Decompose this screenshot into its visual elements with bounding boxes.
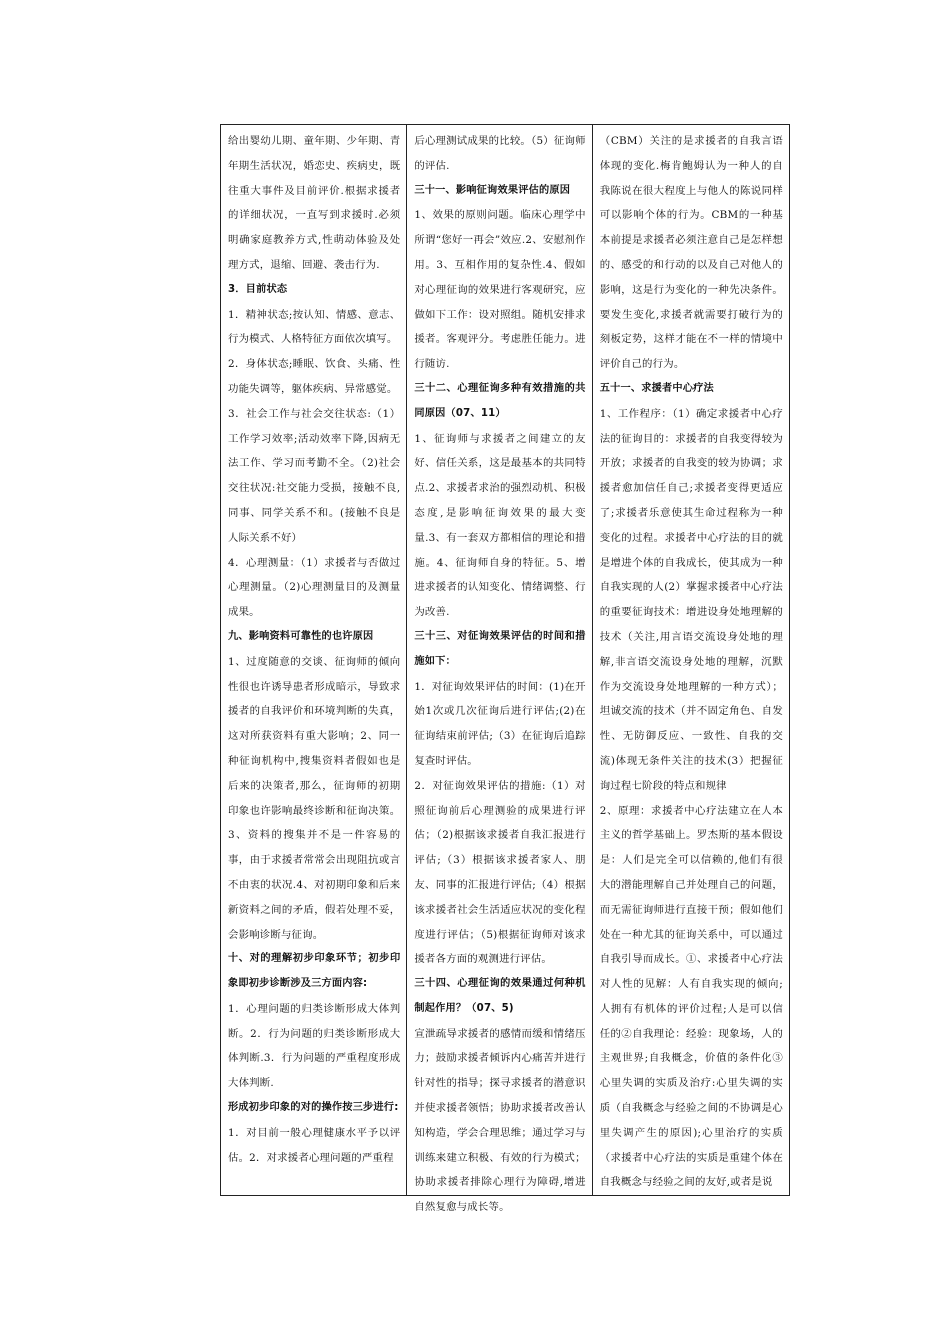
paragraph: 2、原理：求援者中心疗法建立在人本主义的哲学基础上。罗杰斯的基本假设是：人们是完全可以信赖的,他们有很大的潜能理解自己并处理自己的问题，而无需征询师进行直接干预；假如他们处在一种尤其的征询关系中，可以通过自我引导而成长。①、求援者中心疗法对人性的见解：人有自我实现的倾向;人拥有有机体的评价过程;人是可以信任的②自我理论：经验：现象场，人的主观世界;自我概念，价值的条件化③心里失调的实质及治疗:心里失调的实质（自我概念与经验之间的不协调是心里失调产生的原因);心里治疗的实质（求援者中心疗法的实质是重建个体在自我概念与经验之间的友好,或者是说 [599,804,783,1189]
column-3 [592,125,789,1195]
section-heading: 五十一、求援者中心疗法 [599,382,714,394]
section-heading: 九、影响资料可靠性的也许原因 [228,630,374,642]
paragraph: 1．对目前一般心理健康水平予以评估。2．对求援者心理问题的严重程 [228,1126,401,1164]
paragraph: 2．身体状态;睡眠、饮食、头痛、性功能失调等，躯体疾病、异常感觉。 [228,358,401,395]
section-heading: 三十一、影响征询效果评估的原因 [414,184,571,196]
paragraph: 给出婴幼儿期、童年期、少年期、青年期生活状况，婚恋史、疾病史，既往重大事件及目前评价.根据求援者的详细状况，一直写到求援时.必须明确家庭教养方式,性萌动体验及处理方式，退缩、回避、袭击行为. [228,135,401,271]
paragraph: （CBM）关注的是求援者的自我言语体现的变化.梅肯鲍姆认为一种人的自我陈说在很大程度上与他人的陈说同样可以影响个体的行为。CBM的一种基本前提是求援者必须注意自己是怎样想的、感受的和行动的以及自己对他人的影响，这是行为变化的一种先决条件。要发生变化,求援者就需要打破行为的刻板定势，这样才能在不一样的情境中评价自己的行为。 [599,135,783,371]
paragraph: 宣泄疏导求援者的感情而缓和情绪压力；鼓励求援者倾诉内心痛苦并进行针对性的指导；探寻求援者的潜意识并使求援者领悟；协助求援者改善认知构造，学会合理思维；通过学习与训练来建立积极、有效的行为模式；协助求援者排除心理行为障碍,增进自然复愈与成长等。 [414,1027,586,1214]
section-heading: 三十三、对征询效果评估的时间和措施如下： [414,630,586,667]
paragraph: 1、工作程序：（1）确定求援者中心疗法的征询目的：求援者的自我变得较为开放；求援者的自我变的较为协调；求援者愈加信任自己;求援者变得更适应了;求援者乐意使其生命过程称为一种变化的过程。求援者中心疗法的目的就是增进个体的自我成长，使其成为一种自我实现的人(2）掌握求援者中心疗法的重要征询技术：增进设身处地理解的技术（关注,用言语交流设身处地的理解,非言语交流设身处地的理解，沉默作为交流设身处地理解的一种方式）；坦诚交流的技术（并不固定角色、自发性、无防御反应、一致性、自我的交流)体现无条件关注的技术(3）把握征询过程七阶段的特点和规律 [599,407,783,792]
paragraph: 3．社会工作与社会交往状态:（1）工作学习效率;活动效率下降,因病无法工作、学习而考勤不全。（2)社会交往状况:社交能力受损，接触不良,同事、同学关系不和。(接触不良是人际关系不好） [228,407,401,544]
paragraph: 1、过度随意的交谈、征询师的倾向性很也许诱导患者形成暗示，导致求援者的自我评价和环境判断的失真，这对所获资料有重大影响；2、同一种征询机构中,搜集资料者假如也是后来的决策者,那么，征询师的初期印象也许影响最终诊断和征询决策。3、资料的搜集并不是一件容易的事，由于求援者常常会出现阻抗或言不由衷的状况.4、对初期印象和后来新资料之间的矛盾，假若处理不妥，会影响诊断与征询。 [228,655,401,941]
paragraph: 1．精神状态;按认知、情感、意志、行为模式、人格特征方面依次填写。 [228,308,401,346]
column-2 [406,125,591,1214]
paragraph: 1．心理问题的归类诊断形成大体判断。2．行为问题的归类诊断形成大体判断.3．行为问题的严重程度形成大体判断. [228,1002,401,1090]
section-heading: 3．目前状态 [228,283,288,295]
section-heading: 三十四、心理征询的效果通过何种机制起作用？（07、5) [414,978,586,1014]
paragraph: 1．对征询效果评估的时间：(1)在开始1次或几次征询后进行评估;(2)在征询结束前评估;（3）在征询后追踪复查时评估。 [414,680,586,767]
paragraph: 4．心理测量：（1）求援者与否做过心理测量。（2)心理测量目的及测量成果。 [228,556,401,619]
paragraph: 后心理测试成果的比较。（5）征询师的评估. [414,135,586,172]
section-heading: 十、对的理解初步印象环节；初步印象即初步诊断涉及三方面内容: [228,953,401,990]
paragraph: 2．对征询效果评估的措施:（1）对照征询前后心理测验的成果进行评估；（2)根据该求援者自我汇报进行评估;（3）根据该求援者家人、朋友、同事的汇报进行评估;（4）根据该求援者社会生活适应状况的变化程度进行评估；（5)根据征询师对该求援者各方面的观测进行评估。 [414,779,586,966]
paragraph: 1、效果的原则问题。临床心理学中所谓“您好一再会”效应.2、安慰剂作用。3、互相作用的复杂性.4、假如对心理征询的效果进行客观研究，应做如下工作：设对照组。随机安排求援者。客观评分。考虑胜任能力。进行随访. [414,209,586,371]
three-column-table [220,124,790,1214]
section-heading: 三十二、心理征询多种有效措施的共同原因（07、11） [414,382,586,419]
column-1 [221,125,406,1195]
paragraph: 1、征询师与求援者之间建立的友好、信任关系，这是最基本的共同特点.2、求援者求治的强烈动机、积极态度,是影响征询效果的最大变量.3、有一套双方都相信的理论和措施。4、征询师自身的特征。5、增进求援者的认知变化、情绪调整、行为改善. [414,432,586,619]
section-heading: 形成初步印象的对的操作按三步进行: [228,1102,399,1114]
